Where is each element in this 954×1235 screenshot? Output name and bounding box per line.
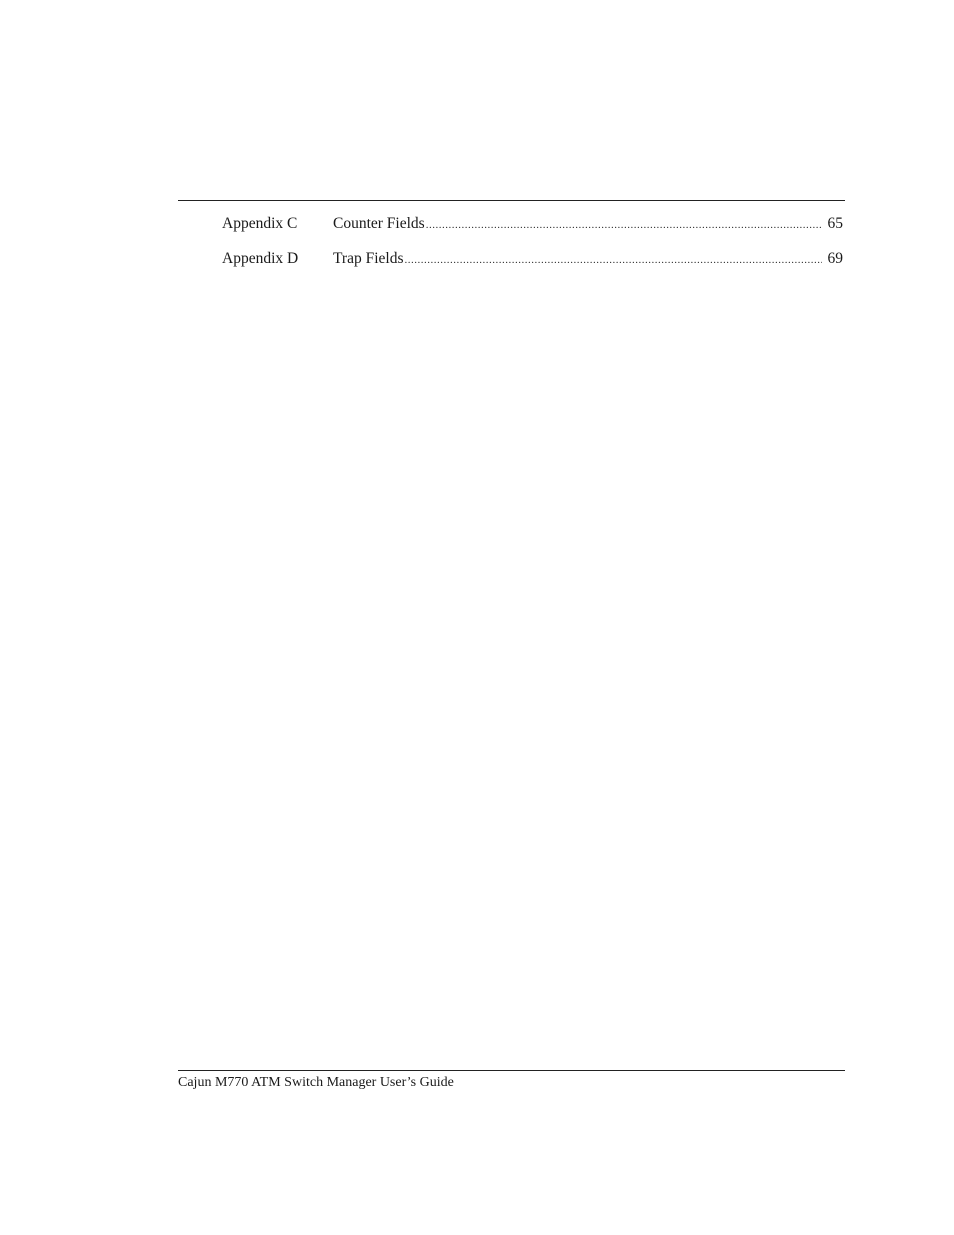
toc-entry-page-number: 69 [827, 250, 843, 267]
footer-title: Cajun M770 ATM Switch Manager User’s Guide [178, 1075, 454, 1090]
toc-entry-title: Counter Fields [333, 215, 425, 232]
toc-entry-title: Trap Fields [333, 250, 404, 267]
table-of-contents [222, 212, 843, 282]
toc-entry-page-number: 65 [827, 215, 843, 232]
dot-leader [404, 248, 821, 272]
toc-entry-label: Appendix C [222, 215, 298, 232]
footer-rule [178, 1070, 845, 1071]
dot-leader [426, 213, 822, 237]
toc-entry-title-wrap [333, 247, 822, 272]
toc-entry-appendix-c[interactable] [222, 212, 843, 236]
toc-entry-title-wrap [333, 212, 822, 237]
toc-entry-label: Appendix D [222, 250, 299, 267]
toc-entry-appendix-d[interactable] [222, 247, 843, 271]
header-rule [178, 200, 845, 201]
